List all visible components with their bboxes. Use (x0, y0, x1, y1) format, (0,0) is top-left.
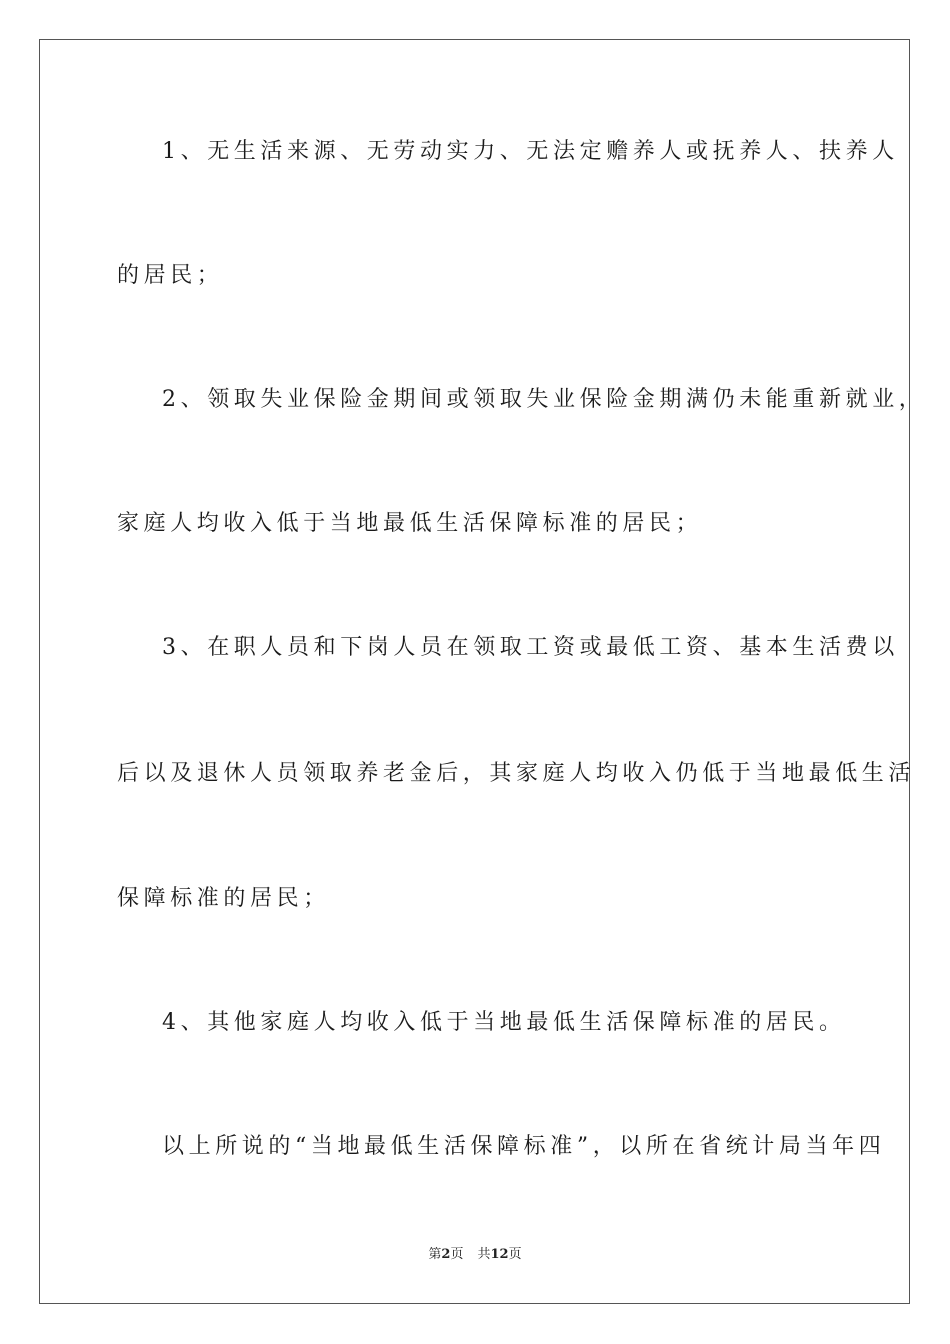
footer-total-suffix: 页 (508, 1247, 522, 1262)
paragraph-3-line-2: 后以及退休人员领取养老金后，其家庭人均收入仍低于当地最低生活 (117, 761, 916, 786)
paragraph-3-line-3: 保障标准的居民； (117, 886, 330, 911)
paragraph-4-line-1: 4、其他家庭人均收入低于当地最低生活保障标准的居民。 (162, 1010, 846, 1035)
paragraph-3-line-1: 3、在职人员和下岗人员在领取工资或最低工资、基本生活费以 (162, 635, 899, 660)
paragraph-5-line-1: 以上所说的“当地最低生活保障标准”，以所在省统计局当年四 (162, 1134, 886, 1159)
paragraph-2-line-1: 2、领取失业保险金期间或领取失业保险金期满仍未能重新就业， (162, 387, 926, 412)
footer-page-prefix: 第 (428, 1247, 442, 1262)
page-border (39, 39, 910, 1304)
footer-total-prefix: 共 (477, 1247, 491, 1262)
paragraph-2-line-2: 家庭人均收入低于当地最低生活保障标准的居民； (117, 511, 703, 536)
paragraph-1-line-2: 的居民； (117, 263, 224, 288)
footer-total-pages: 12 (490, 1247, 509, 1262)
paragraph-1-line-1: 1、无生活来源、无劳动实力、无法定赡养人或抚养人、扶养人 (162, 139, 899, 164)
footer-page-number: 2 (441, 1247, 451, 1262)
page-footer (0, 1243, 950, 1262)
footer-page-suffix: 页 (450, 1247, 464, 1262)
